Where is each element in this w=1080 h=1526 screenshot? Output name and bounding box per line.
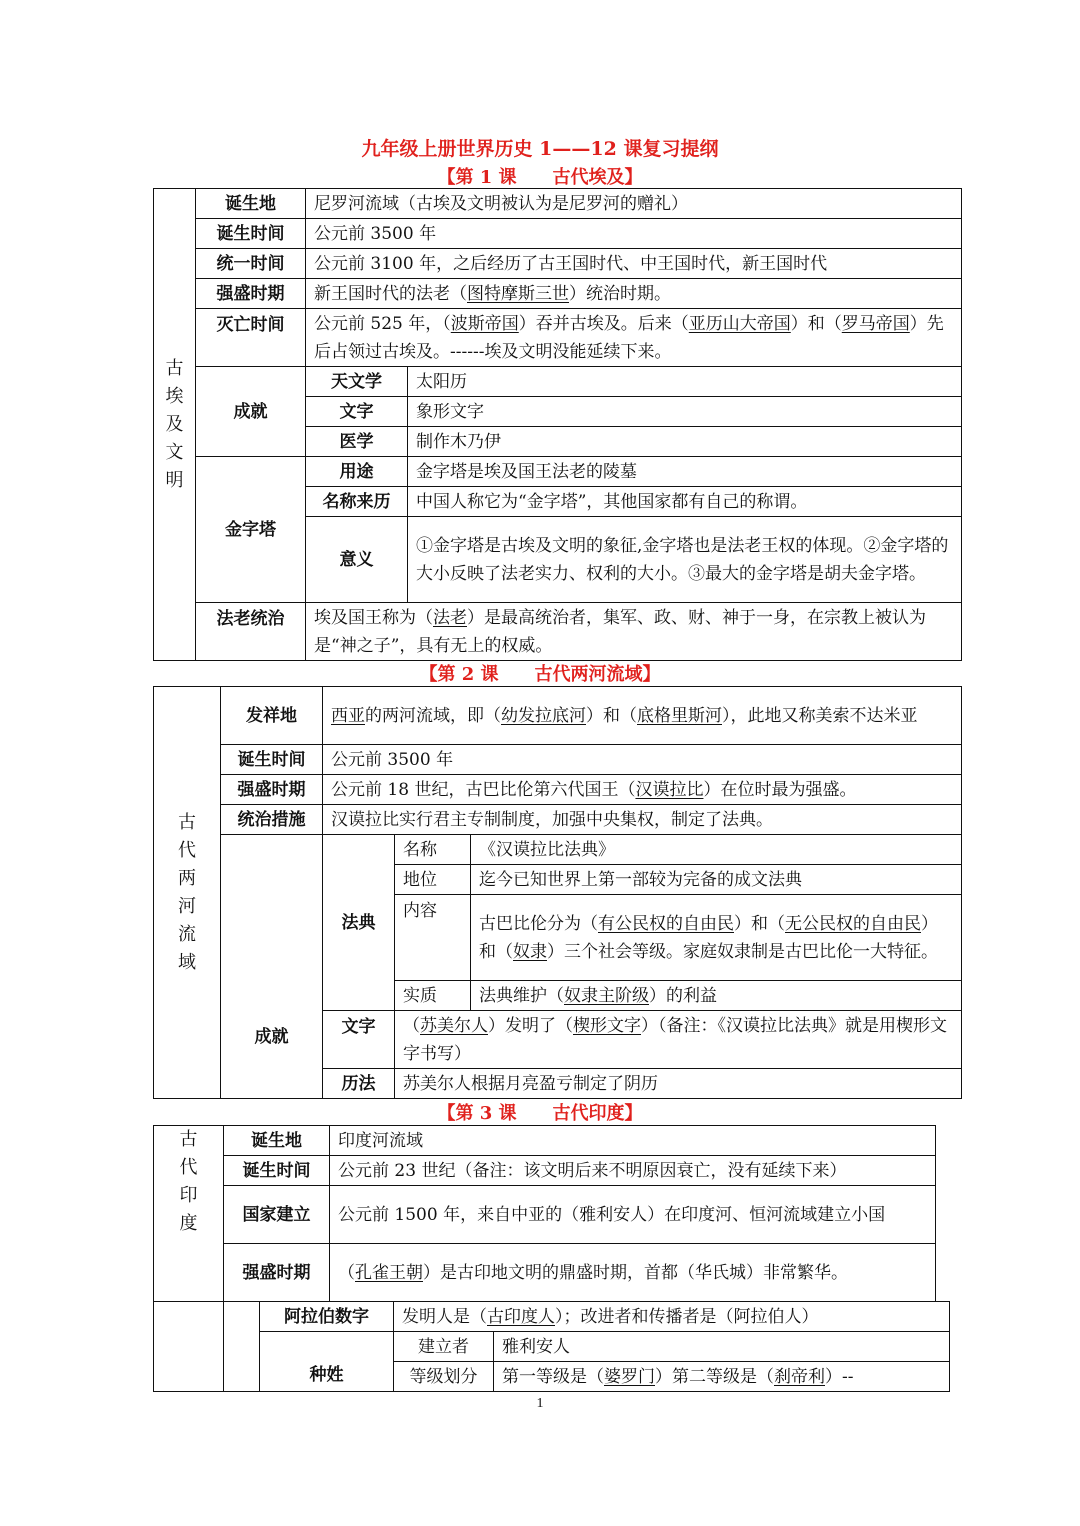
sub-value: （苏美尔人）发明了（楔形文字）（备注：《汉谟拉比法典》就是用楔形文字书写） (395, 1011, 962, 1069)
sub-label: 历法 (323, 1069, 395, 1099)
lesson-3-table (153, 1125, 936, 1302)
sub-label: 法典 (323, 835, 395, 1011)
blank-cell (224, 1302, 260, 1392)
lesson-2-side-label: 古代两河流域 (154, 687, 221, 1099)
row-label: 发祥地 (221, 687, 323, 745)
lesson-1-heading: 【第 1 课 古代埃及】 (437, 167, 643, 188)
lesson-3-heading: 【第 3 课 古代印度】 (437, 1103, 643, 1124)
sub-label: 天文学 (306, 367, 408, 397)
sub-sub-label: 名称 (395, 835, 471, 865)
row-label: 强盛时期 (224, 1244, 330, 1302)
row-value: 公元前 3100 年，之后经历了古王国时代、中王国时代，新王国时代 (306, 249, 962, 279)
sub-value: ①金字塔是古埃及文明的象征,金字塔也是法老王权的体现。②金字塔的大小反映了法老实力、权利的大小。③最大的金字塔是胡夫金字塔。 (408, 517, 962, 603)
sub-value: 迄今已知世界上第一部较为完备的成文法典 (471, 865, 962, 895)
lesson-2-heading: 【第 2 课 古代两河流域】 (419, 664, 661, 685)
lesson-2-table (153, 686, 962, 1099)
row-label: 统治措施 (221, 805, 323, 835)
page-number: 1 (536, 1396, 544, 1411)
sub-sub-label: 内容 (395, 895, 471, 981)
blank-cell (154, 1302, 224, 1392)
row-label: 诞生时间 (196, 219, 306, 249)
row-label: 灭亡时间 (196, 309, 306, 367)
sub-label: 用途 (306, 457, 408, 487)
row-value: 印度河流域 (330, 1126, 936, 1156)
row-label: 诞生时间 (221, 745, 323, 775)
row-label: 阿拉伯数字 (260, 1302, 394, 1332)
row-value: 公元前 3500 年 (323, 745, 962, 775)
lesson-3-side-label: 古代印度 (154, 1126, 224, 1302)
row-value: 公元前 3500 年 (306, 219, 962, 249)
row-label: 成就 (196, 367, 306, 457)
sub-value: 法典维护（奴隶主阶级）的利益 (471, 981, 962, 1011)
page-title: 九年级上册世界历史 1——12 课复习提纲 (361, 138, 719, 160)
lesson-1-table (153, 188, 962, 661)
sub-value: 制作木乃伊 (408, 427, 962, 457)
lesson-3-continued-table (153, 1301, 950, 1392)
sub-label: 文字 (306, 397, 408, 427)
sub-label: 名称来历 (306, 487, 408, 517)
row-value: 尼罗河流域（古埃及文明被认为是尼罗河的赠礼） (306, 189, 962, 219)
sub-value: 金字塔是埃及国王法老的陵墓 (408, 457, 962, 487)
row-label: 强盛时期 (221, 775, 323, 805)
row-label: 金字塔 (196, 457, 306, 603)
sub-label: 等级划分 (394, 1362, 494, 1392)
row-value: 埃及国王称为（法老）是最高统治者，集军、政、财、神于一身，在宗教上被认为是“神之子”，具有无上的权威。 (306, 603, 962, 661)
sub-value: 太阳历 (408, 367, 962, 397)
row-label: 成就 (221, 835, 323, 1099)
row-value: 公元前 525 年，（波斯帝国）吞并古埃及。后来（亚历山大帝国）和（罗马帝国）先后占领过古埃及。------埃及文明没能延续下来。 (306, 309, 962, 367)
row-label: 强盛时期 (196, 279, 306, 309)
sub-value: 象形文字 (408, 397, 962, 427)
row-value: 汉谟拉比实行君主专制制度，加强中央集权，制定了法典。 (323, 805, 962, 835)
row-value: 新王国时代的法老（图特摩斯三世）统治时期。 (306, 279, 962, 309)
sub-label: 文字 (323, 1011, 395, 1069)
row-label: 统一时间 (196, 249, 306, 279)
row-label: 诞生地 (224, 1126, 330, 1156)
row-value: 发明人是（古印度人）；改进者和传播者是（阿拉伯人） (394, 1302, 950, 1332)
row-value: 公元前 1500 年，来自中亚的（雅利安人）在印度河、恒河流域建立小国 (330, 1186, 936, 1244)
sub-value: 《汉谟拉比法典》 (471, 835, 962, 865)
row-label: 法老统治 (196, 603, 306, 661)
sub-value: 中国人称它为“金字塔”，其他国家都有自己的称谓。 (408, 487, 962, 517)
sub-value: 古巴比伦分为（有公民权的自由民）和（无公民权的自由民）和（奴隶）三个社会等级。家庭奴隶制是古巴比伦一大特征。 (471, 895, 962, 981)
row-label: 国家建立 (224, 1186, 330, 1244)
lesson-1-side-label: 古埃及文明 (154, 189, 196, 661)
sub-label: 意义 (306, 517, 408, 603)
sub-value: 雅利安人 (494, 1332, 950, 1362)
row-value: 公元前 18 世纪，古巴比伦第六代国王（汉谟拉比）在位时最为强盛。 (323, 775, 962, 805)
sub-value: 第一等级是（婆罗门）第二等级是（刹帝利）-- (494, 1362, 950, 1392)
row-value: 西亚的两河流域，即（幼发拉底河）和（底格里斯河），此地又称美索不达米亚 (323, 687, 962, 745)
sub-label: 建立者 (394, 1332, 494, 1362)
sub-value: 苏美尔人根据月亮盈亏制定了阴历 (395, 1069, 962, 1099)
row-label: 诞生地 (196, 189, 306, 219)
sub-sub-label: 地位 (395, 865, 471, 895)
sub-label: 医学 (306, 427, 408, 457)
row-label: 种姓 (260, 1332, 394, 1392)
row-label: 诞生时间 (224, 1156, 330, 1186)
row-value: （孔雀王朝）是古印地文明的鼎盛时期，首都（华氏城）非常繁华。 (330, 1244, 936, 1302)
row-value: 公元前 23 世纪（备注：该文明后来不明原因衰亡，没有延续下来） (330, 1156, 936, 1186)
sub-sub-label: 实质 (395, 981, 471, 1011)
